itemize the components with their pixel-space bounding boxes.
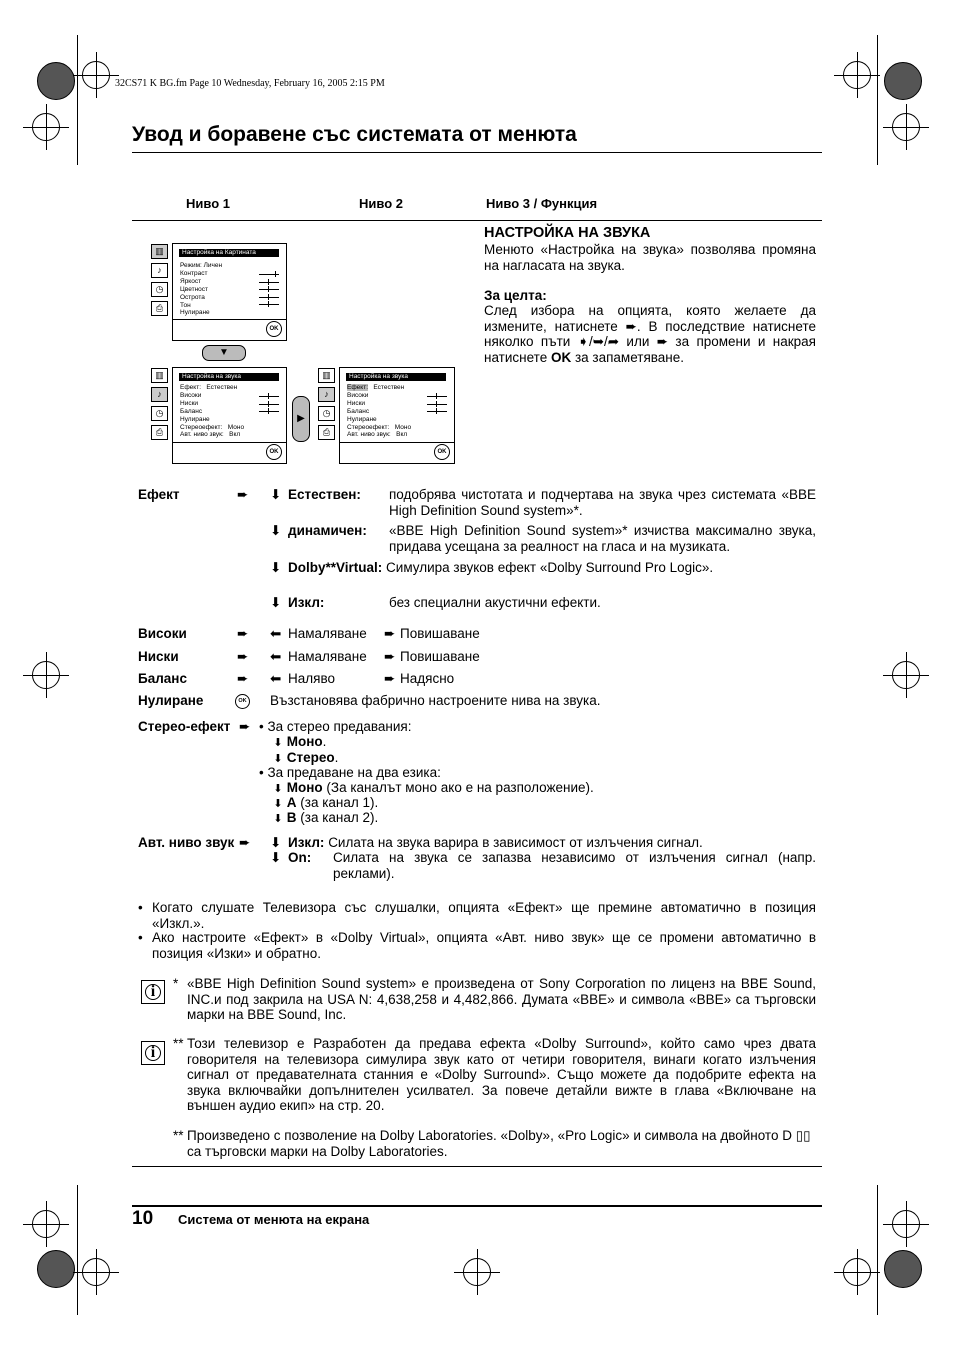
right-arrow-icon: ➨	[237, 626, 249, 641]
right-arrow-icon: ➨	[239, 719, 251, 734]
adjust-left: Намаляване	[288, 649, 367, 664]
right-arrow-icon: ➨	[237, 487, 249, 502]
registration-mark-icon	[32, 113, 60, 141]
right-arrow-icon: ➨	[239, 835, 251, 850]
registration-mark-icon	[843, 61, 871, 89]
menu-item: Авт. ниво звук: Вкл	[347, 431, 408, 438]
adjust-right: Повишаване	[400, 626, 480, 641]
note-text: Произведено с позволение на Dolby Laboratories. «Dolby», «Pro Logic» и символа на двойното D ▯▯ са търговски марки на Dolby Laboratories.	[187, 1128, 811, 1159]
registration-mark-icon	[82, 1258, 110, 1286]
footer-rule	[132, 1205, 822, 1207]
right-arrow-icon: ➨	[237, 649, 249, 664]
crop-mark	[77, 35, 78, 165]
reset-desc: Възстановява фабрично настроените нива на звука.	[270, 693, 601, 708]
down-arrow-icon: ⬇	[273, 783, 283, 795]
right-arrow-icon: ➨	[384, 671, 396, 686]
menu-item: Яркост	[180, 278, 202, 285]
menu-item: Нулиране	[180, 416, 210, 423]
right-arrow-icon: ➨	[237, 671, 249, 686]
balance-label: Баланс	[138, 671, 187, 686]
down-arrow-icon: ⬇	[270, 487, 282, 502]
picture-tab-icon: ▥	[151, 244, 168, 259]
setup-tab-icon: ⎙	[151, 425, 168, 440]
menu-tabs	[151, 368, 167, 444]
down-arrow-icon: ⬇	[270, 850, 282, 865]
page-number: 10	[132, 1208, 154, 1229]
adjust-right: Повишаване	[400, 649, 480, 664]
avl-off: Изкл: Силата на звука варира в зависимост от излъчения сигнал.	[288, 835, 703, 850]
menu-item-selected: Ефект: Естествен	[347, 384, 405, 391]
right-arrow-icon: ▶	[292, 396, 310, 442]
level-2-label: Ниво 2	[359, 196, 403, 211]
menu-header: Настройка на звука	[179, 373, 279, 381]
ok-icon: OK	[266, 444, 282, 460]
effect-option-name: Естествен:	[288, 487, 361, 502]
level-3-label: Ниво 3 / Функция	[486, 196, 598, 211]
avl-on-desc: Силата на звука се запазва независимо от излъчения сигнал (напр. реклами).	[333, 850, 816, 881]
goal-text: След избора на опцията, която желаете да измените, натиснете ➨. В последствие натиснете няколко пъти ➧/➥/➦ или ➨ за промени и накрая натиснете OK за запаметяване.	[484, 303, 816, 365]
menu-item: Ефект: Естествен	[180, 384, 238, 391]
menu-item: Стереоефект: Моно	[180, 424, 245, 431]
menu-item: Ниски	[347, 400, 366, 407]
setup-tab-icon: ⎙	[318, 425, 335, 440]
crop-mark	[877, 35, 878, 165]
levels-rule	[132, 220, 822, 221]
registration-dot-icon	[884, 62, 922, 100]
setup-tab-icon: ⎙	[151, 301, 168, 316]
note-mark: *	[173, 976, 179, 991]
registration-dot-icon	[37, 62, 75, 100]
title-rule	[132, 152, 822, 153]
section-intro: Менюто «Настройка на звука» позволява промяна на нагласата на звука.	[484, 242, 816, 273]
registration-mark-icon	[32, 661, 60, 689]
right-arrow-icon: ➨	[384, 626, 396, 641]
bullet-item: Когато слушате Телевизора със слушалки, опцията «Ефект» ще премине автоматично в позиция «Изкл.».	[152, 900, 816, 931]
effect-option-desc: подобрява чистотата и подчертава на звука чрез системата «BBE High Definition Sound system»*.	[389, 487, 816, 518]
left-arrow-icon: ⬅	[270, 671, 282, 686]
menu-sliders	[259, 270, 279, 308]
registration-mark-icon	[892, 661, 920, 689]
menu-item: Ниски	[180, 400, 199, 407]
menu-item: Високи	[347, 392, 369, 399]
bass-label: Ниски	[138, 649, 179, 664]
down-arrow-icon: ⬇	[270, 523, 282, 538]
goal-label: За целта:	[484, 288, 547, 303]
ok-icon: OK	[434, 444, 450, 460]
level-1-label: Ниво 1	[186, 196, 230, 211]
adjust-left: Наляво	[288, 671, 335, 686]
registration-dot-icon	[884, 1250, 922, 1288]
menu-mode: Режим: Личен	[180, 262, 223, 269]
stereo-option: ⬇ Стерео.	[273, 750, 338, 768]
registration-mark-icon	[843, 1258, 871, 1286]
effect-option-name: динамичен:	[288, 523, 367, 538]
menu-item: Тон	[180, 302, 191, 309]
note-mark: **	[173, 1036, 184, 1051]
menu-item: Стереоефект: Моно	[347, 424, 412, 431]
note-text: «BBE High Definition Sound system» е произведена от Sony Corporation по лиценз на BBE Sound, INC.и под закрила на USA N: 4,638,258 и 4,482,866. Думата «BBE» и символа «BBE» са търговски марки на BBE Sound, Inc.	[187, 976, 816, 1022]
stereo-option: ⬇ A (за канал 1).	[273, 795, 378, 813]
note-text: Този телевизор е Разработен да предава ефекта «Dolby Surround», който само чрез двата говорителя на телевизора симулира звук като от четири говорителя, винаги когато излъчения сигнал от предавателната станния е «Dolby Surround». Също можете да подобрите ефекта на звука включвайки допълнителен усилвател. За повече детайли вижте в глава «Включване на външен аудио екип» на стр. 20.	[187, 1036, 816, 1113]
down-arrow-icon: ⬇	[270, 835, 282, 850]
down-arrow-icon: ⬇	[270, 595, 282, 610]
stereo-line2: • За предаване на два езика:	[259, 765, 441, 780]
note-mark: **	[173, 1128, 184, 1143]
right-arrow-icon: ➨	[384, 649, 396, 664]
menu-item: Авт. ниво звук: Вкл	[180, 431, 241, 438]
stereo-label: Стерео-ефект	[138, 719, 231, 734]
footer-text: Система от менюта на екрана	[178, 1212, 370, 1227]
timer-tab-icon: ◷	[151, 406, 168, 421]
stereo-option: ⬇ Моно.	[273, 734, 326, 752]
menu-header: Настройка на Картината	[179, 249, 279, 257]
crop-mark	[877, 1185, 878, 1315]
stereo-option: ⬇ B (за канал 2).	[273, 810, 378, 828]
picture-tab-icon: ▥	[318, 368, 335, 383]
down-arrow-icon: ⬇	[273, 753, 283, 765]
sound-tab-icon: ♪	[151, 263, 168, 278]
sound-menu-level1	[172, 367, 287, 464]
info-icon: i	[141, 1041, 165, 1065]
menu-item: Контраст	[180, 270, 208, 277]
stereo-option: ⬇ Моно (За каналът моно ако е на разположение).	[273, 780, 594, 798]
menu-sliders	[427, 392, 447, 415]
down-arrow-icon: ⬇	[270, 560, 282, 575]
file-info: 32CS71 K BG.fm Page 10 Wednesday, February 16, 2005 2:15 PM	[115, 78, 385, 89]
registration-mark-icon	[463, 1258, 491, 1286]
ok-icon: OK	[266, 321, 282, 337]
registration-dot-icon	[37, 1250, 75, 1288]
menu-tabs	[151, 244, 167, 320]
effect-label: Ефект	[138, 487, 180, 502]
menu-item: Острота	[180, 294, 205, 301]
page-title: Увод и боравене със системата от менюта	[132, 123, 577, 146]
menu-header: Настройка на звука	[346, 373, 446, 381]
menu-item: Нулиране	[180, 309, 210, 316]
menu-sliders	[259, 392, 279, 415]
stereo-line1: • За стерео предавания:	[259, 719, 412, 734]
effect-option-row: Dolby**Virtual: Симулира звуков ефект «Dolby Surround Pro Logic».	[288, 560, 714, 575]
picture-menu	[172, 243, 287, 341]
reset-label: Нулиране	[138, 693, 204, 708]
sound-tab-icon: ♪	[318, 387, 335, 402]
info-icon: i	[141, 980, 165, 1004]
registration-mark-icon	[32, 1210, 60, 1238]
down-arrow-icon: ⬇	[273, 737, 283, 749]
down-arrow-icon: ▼	[202, 345, 246, 361]
timer-tab-icon: ◷	[151, 282, 168, 297]
timer-tab-icon: ◷	[318, 406, 335, 421]
picture-tab-icon: ▥	[151, 368, 168, 383]
section-heading: НАСТРОЙКА НА ЗВУКА	[484, 225, 651, 241]
menu-item: Високи	[180, 392, 202, 399]
menu-item: Баланс	[347, 408, 370, 415]
menu-item: Цветност	[180, 286, 208, 293]
menu-item: Баланс	[180, 408, 203, 415]
treble-label: Високи	[138, 626, 187, 641]
left-arrow-icon: ⬅	[270, 649, 282, 664]
effect-option-name: Изкл:	[288, 595, 325, 610]
sound-tab-icon: ♪	[151, 387, 168, 402]
avl-label: Авт. ниво звук	[138, 835, 235, 850]
down-arrow-icon: ⬇	[273, 813, 283, 825]
bullet-item: Ако настроите «Ефект» в «Dolby Virtual», опцията «Авт. ниво звук» ще се промени автоматично в позиция «Изки» и обратно.	[152, 930, 816, 961]
registration-mark-icon	[892, 1210, 920, 1238]
ok-icon: OK	[235, 694, 250, 709]
menu-tabs	[318, 368, 334, 444]
menu-item: Нулиране	[347, 416, 377, 423]
adjust-right: Надясно	[400, 671, 455, 686]
registration-mark-icon	[82, 61, 110, 89]
avl-on-label: On:	[288, 850, 312, 865]
sound-menu-level2	[339, 367, 455, 464]
down-arrow-icon: ⬇	[273, 798, 283, 810]
notes-rule	[132, 1166, 822, 1167]
left-arrow-icon: ⬅	[270, 626, 282, 641]
crop-mark	[77, 1185, 78, 1315]
adjust-left: Намаляване	[288, 626, 367, 641]
effect-option-desc: «BBE High Definition Sound system»* изчиства максимално звука, придава усещана за реалност на гласа и на музиката.	[389, 523, 816, 554]
registration-mark-icon	[892, 113, 920, 141]
effect-option-desc: без специални акустични ефекти.	[389, 595, 601, 610]
